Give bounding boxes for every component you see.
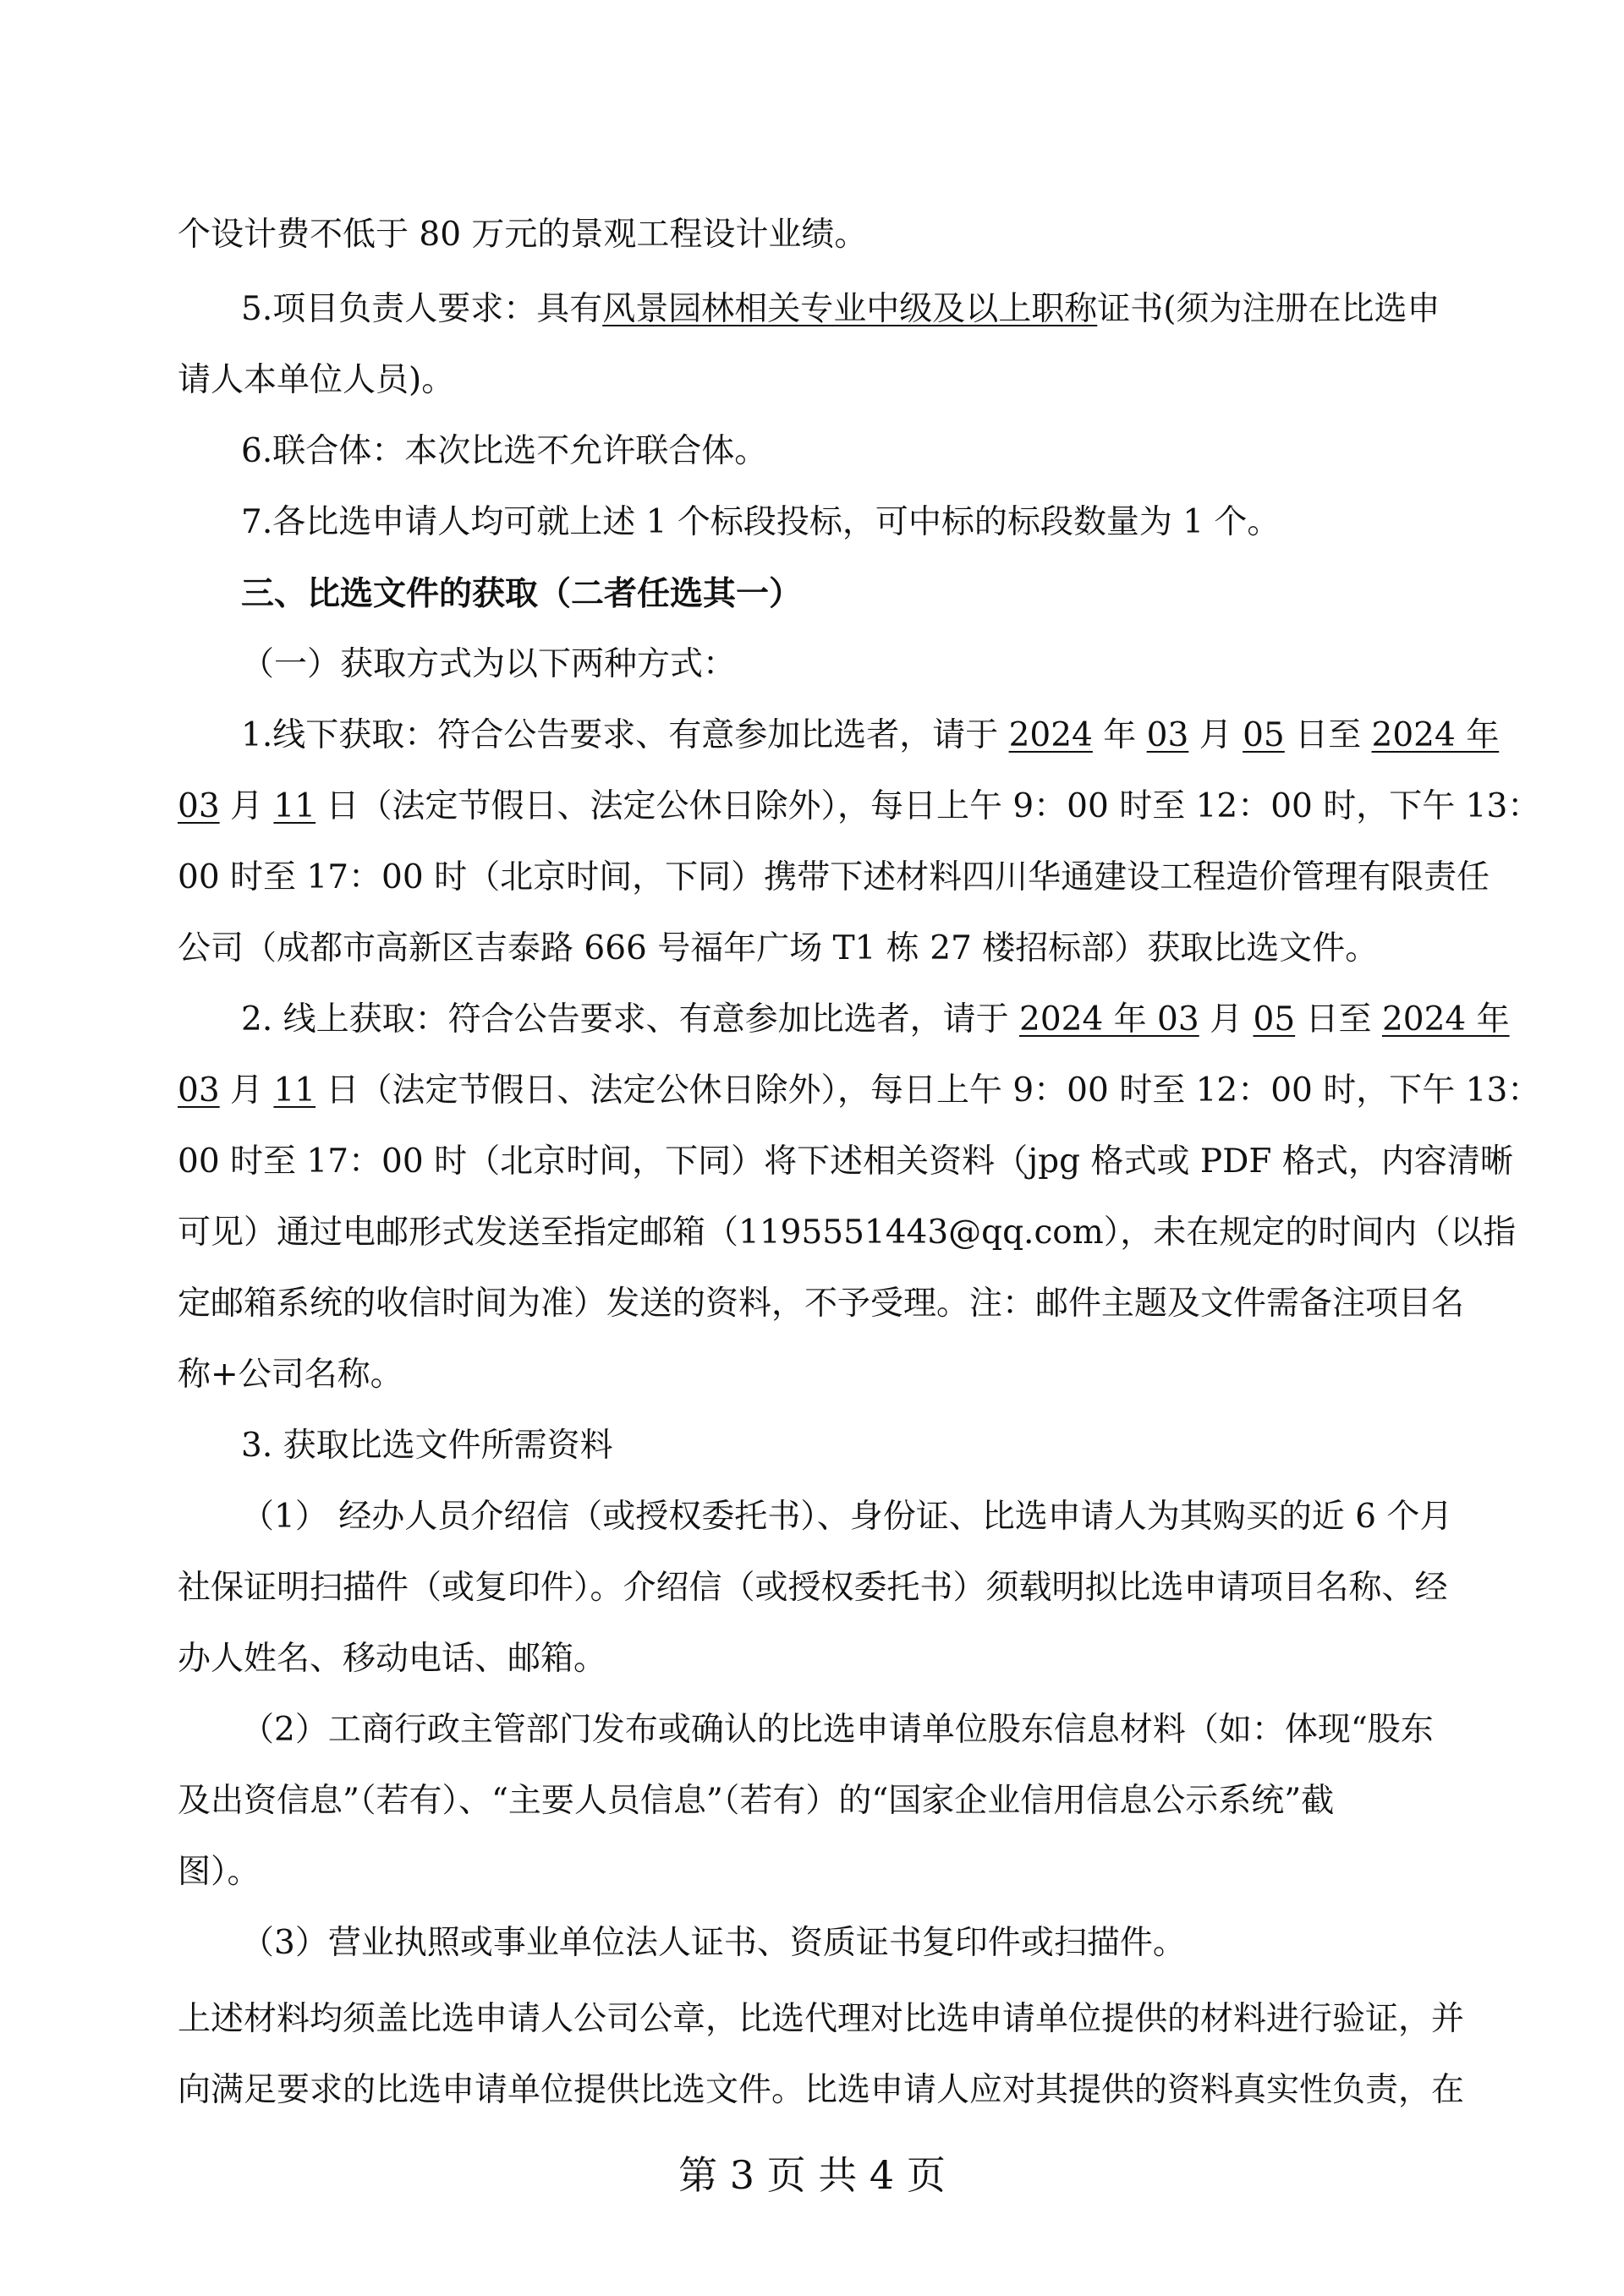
underlined-text: 2024 年 03 [1019,1000,1199,1038]
underlined-text: 05 [1253,1000,1296,1038]
body-line: 00 时至 17：00 时（北京时间，下同）将下述相关资料（jpg 格式或 PDF 格式，内容清晰 [178,1143,1513,1181]
body-line: 上述材料均须盖比选申请人公司公章，比选代理对比选申请单位提供的材料进行验证，并 [178,2000,1465,2038]
body-line: 6.联合体：本次比选不允许联合体。 [241,432,768,470]
body-line: 公司（成都市高新区吉泰路 666 号福年广场 T1 栋 27 楼招标部）获取比选文件。 [178,929,1379,967]
underlined-text: 2024 [1008,716,1093,754]
underlined-text: 风景园林相关专业中级及以上职称 [602,290,1098,328]
body-line: 个设计费不低于 80 万元的景观工程设计业绩。 [178,216,868,254]
section-heading: 三、比选文件的获取（二者任选其一） [241,574,803,613]
body-line: 定邮箱系统的收信时间为准）发送的资料，不予受理。注：邮件主题及文件需备注项目名 [178,1285,1465,1323]
body-line: （一）获取方式为以下两种方式： [241,645,737,683]
body-line: 办人姓名、移动电话、邮箱。 [178,1640,607,1678]
underlined-text: 03 [1146,716,1189,754]
body-line: 1.线下获取：符合公告要求、有意参加比选者，请于 2024 年 03 月 05 日至 2024 年 [241,716,1500,754]
body-line: 社保证明扫描件（或复印件）。介绍信（或授权委托书）须载明拟比选申请项目名称、经 [178,1569,1448,1607]
underlined-text: 05 [1243,716,1285,754]
body-line: 称+公司名称。 [178,1356,403,1394]
body-line: 向满足要求的比选申请单位提供比选文件。比选申请人应对其提供的资料真实性负责，在 [178,2071,1465,2109]
body-line: 请人本单位人员)。 [178,361,455,399]
underlined-text: 11 [273,787,316,825]
body-line: 03 月 11 日（法定节假日、法定公休日除外），每日上午 9：00 时至 12：00 时，下午 13： [178,787,1541,825]
body-line: 可见）通过电邮形式发送至指定邮箱（1195551443@qq.com），未在规定的时间内（以指 [178,1214,1517,1252]
underlined-text: 2024 年 [1371,716,1500,754]
body-line: （1） 经办人员介绍信（或授权委托书）、身份证、比选申请人为其购买的近 6 个月 [241,1498,1453,1536]
body-line: 及出资信息”（若有）、“主要人员信息”（若有）的“国家企业信用信息公示系统”截 [178,1782,1335,1820]
body-line: 5.项目负责人要求：具有风景园林相关专业中级及以上职称证书(须为注册在比选申 [241,290,1440,328]
underlined-text: 03 [178,1071,220,1110]
underlined-text: 2024 年 [1381,1000,1510,1038]
body-line: 3. 获取比选文件所需资料 [241,1427,613,1465]
body-line: 03 月 11 日（法定节假日、法定公休日除外），每日上午 9：00 时至 12：00 时，下午 13： [178,1071,1541,1110]
body-line: 00 时至 17：00 时（北京时间，下同）携带下述材料四川华通建设工程造价管理有限责任 [178,858,1490,896]
body-line: 7.各比选申请人均可就上述 1 个标段投标，可中标的标段数量为 1 个。 [241,503,1281,541]
body-line: 图）。 [178,1853,261,1891]
underlined-text: 11 [273,1071,316,1110]
body-line: 2. 线上获取：符合公告要求、有意参加比选者，请于 2024 年 03 月 05 日至 2024 年 [241,1000,1510,1038]
underlined-text: 03 [178,787,220,825]
body-line: （3）营业执照或事业单位法人证书、资质证书复印件或扫描件。 [241,1924,1186,1962]
page-number-footer: 第 3 页 共 4 页 [678,2152,946,2198]
body-line: （2）工商行政主管部门发布或确认的比选申请单位股东信息材料（如：体现“股东 [241,1711,1434,1749]
